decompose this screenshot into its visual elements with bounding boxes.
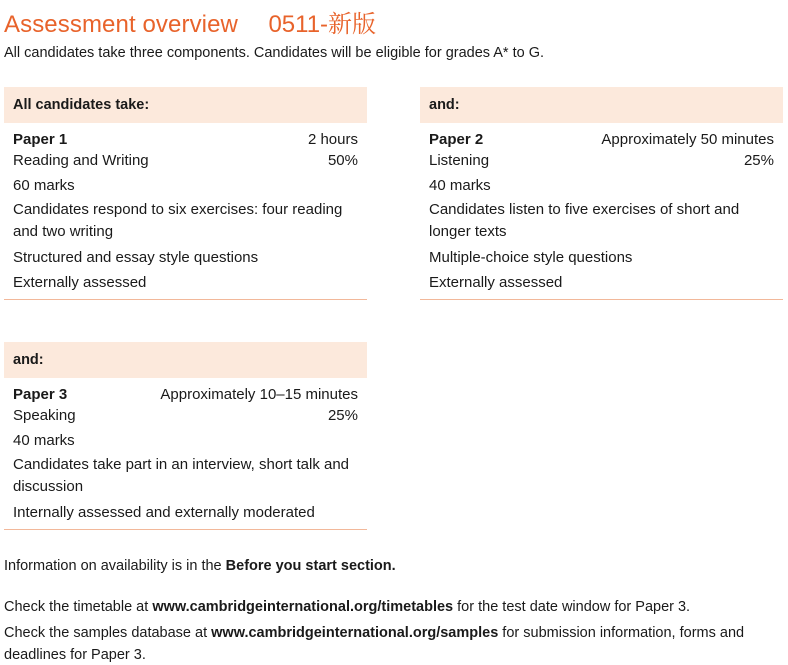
description: Candidates respond to six exercises: four reading and two writing [13, 201, 343, 240]
panel-body [4, 378, 367, 530]
marks: 60 marks [13, 177, 75, 194]
paper-2-panel [420, 87, 783, 300]
samples-note [4, 622, 784, 665]
samples-suffix: for submission information, forms and deadlines for Paper 3. [4, 625, 745, 663]
marks: 40 marks [429, 177, 491, 194]
availability-prefix: Information on availability is in the [4, 558, 226, 574]
intro-text: All candidates take three components. Candidates will be eligible for grades A* to G. [4, 45, 545, 61]
question-style: Multiple-choice style questions [429, 249, 633, 266]
timetable-prefix: Check the timetable at [4, 599, 153, 615]
component-name: Reading and Writing [13, 152, 149, 169]
component-weight: 50% [327, 152, 358, 169]
paper-name: Paper 1 [13, 131, 68, 148]
panel-body [4, 123, 367, 300]
title-row [4, 4, 376, 40]
panel-header: All candidates take: [4, 87, 367, 123]
component-row [429, 150, 774, 171]
assessment-type: Externally assessed [13, 274, 147, 291]
paper-duration: 2 hours [307, 131, 358, 148]
paper-row [429, 129, 774, 150]
component-weight: 25% [743, 152, 774, 169]
panel-body [420, 123, 783, 300]
before-you-start-link[interactable]: Before you start section. [225, 558, 396, 574]
paper-row [13, 129, 358, 150]
timetable-suffix: for the test date window for Paper 3. [453, 599, 691, 615]
assessment-type: Internally assessed and externally moderated [13, 504, 315, 521]
paper-name: Paper 3 [13, 386, 68, 403]
paper-name: Paper 2 [429, 131, 484, 148]
component-name: Speaking [13, 407, 76, 424]
question-style: Structured and essay style questions [13, 249, 259, 266]
paper-row [13, 384, 358, 405]
paper-duration: Approximately 50 minutes [601, 131, 774, 148]
paper-duration: Approximately 10–15 minutes [160, 386, 358, 403]
page-title: Assessment overview [4, 11, 238, 38]
component-weight: 25% [327, 407, 358, 424]
paper-3-panel [4, 342, 367, 530]
samples-link[interactable]: www.cambridgeinternational.org/samples [211, 625, 499, 641]
component-name: Listening [429, 152, 490, 169]
description: Candidates listen to five exercises of short and longer texts [429, 201, 740, 240]
paper-1-panel [4, 87, 367, 300]
assessment-type: Externally assessed [429, 274, 563, 291]
component-row [13, 405, 358, 426]
availability-note [4, 555, 396, 577]
samples-prefix: Check the samples database at [4, 625, 212, 641]
component-row [13, 150, 358, 171]
marks: 40 marks [13, 432, 75, 449]
panel-header: and: [420, 87, 783, 123]
title-tag: 0511-新版 [268, 11, 377, 38]
timetable-link[interactable]: www.cambridgeinternational.org/timetables [152, 599, 454, 615]
description: Candidates take part in an interview, short talk and discussion [13, 456, 350, 495]
panel-header: and: [4, 342, 367, 378]
timetable-note [4, 596, 690, 618]
